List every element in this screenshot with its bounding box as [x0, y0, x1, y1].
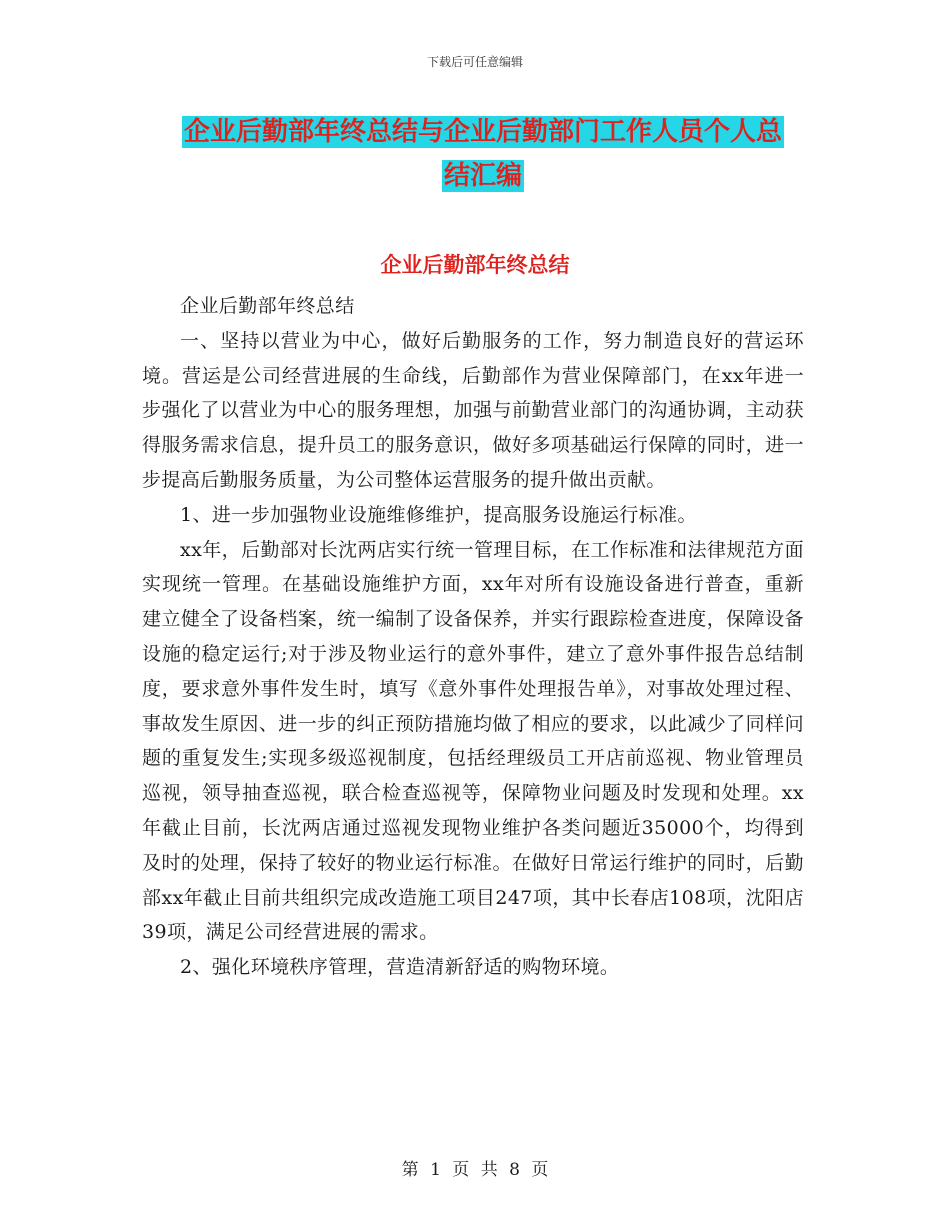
paragraph: 一、坚持以营业为中心，做好后勤服务的工作，努力制造良好的营运环境。营运是公司经营进展的生命线，后勤部作为营业保障部门，在xx年进一步强化了以营业为中心的服务理想，加强与前勤营业部门的沟通协调，主动获得服务需求信息，提升员工的服务意识，做好多项基础运行保障的同时，进一步提高后勤服务质量，为公司整体运营服务的提升做出贡献。: [142, 329, 804, 491]
section-title: 企业后勤部年终总结: [380, 253, 570, 277]
body-text: [142, 289, 804, 985]
paragraph: 2、强化环境秩序管理，营造清新舒适的购物环境。: [180, 956, 620, 979]
paragraph: 1、进一步加强物业设施维修维护，提高服务设施运行标准。: [180, 503, 697, 526]
page-footer: 第 1 页 共 8 页: [401, 1160, 549, 1180]
document-title-line-2: 结汇编: [443, 161, 522, 191]
paragraph: xx年，后勤部对长沈两店实行统一管理目标，在工作标准和法律规范方面实现统一管理。在基础设施维护方面，xx年对所有设施设备进行普查，重新建立健全了设备档案，统一编制了设备保养，并实行跟踪检查进度，保障设备设施的稳定运行;对于涉及物业运行的意外事件，建立了意外事件报告总结制度，要求意外事件发生时，填写《意外事件处理报告单》，对事故处理过程、事故发生原因、进一步的纠正预防措施均做了相应的要求，以此减少了同样问题的重复发生;实现多级巡视制度，包括经理级员工开店前巡视、物业管理员巡视，领导抽查巡视，联合检查巡视等，保障物业问题及时发现和处理。xx年截止目前，长沈两店通过巡视发现物业维护各类问题近35000个，均得到及时的处理，保持了较好的物业运行标准。在做好日常运行维护的同时，后勤部xx年截止目前共组织完成改造施工项目247项，其中长春店108项，沈阳店39项，满足公司经营进展的需求。: [142, 538, 804, 944]
header-note: 下载后可任意编辑: [426, 55, 523, 69]
document-title-line-1: 企业后勤部年终总结与企业后勤部门工作人员个人总: [183, 117, 782, 147]
paragraph: 企业后勤部年终总结: [180, 295, 355, 317]
document-title: [143, 110, 823, 198]
